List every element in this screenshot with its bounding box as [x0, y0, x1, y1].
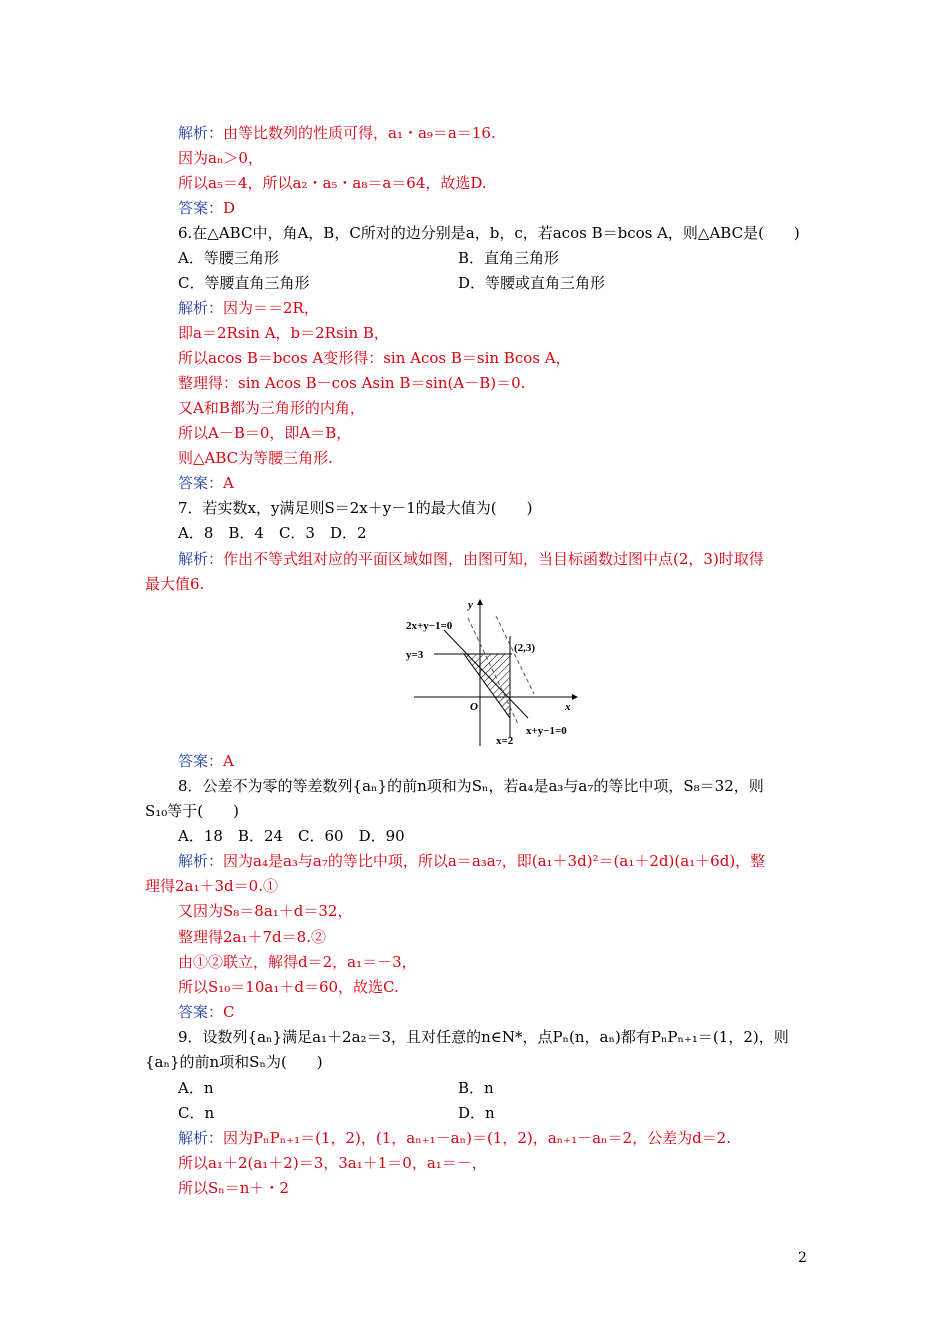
- q9-solution-line1: 解析：因为PₙPₙ₊₁＝(1，2)，(1，aₙ₊₁－aₙ)＝(1，2)，aₙ₊₁－aₙ＝2，公差为d＝2.: [178, 1129, 731, 1147]
- q6-solution-line3: 所以acos B＝bcos A变形得：sin Acos B＝sin Bcos A，: [178, 349, 571, 367]
- q8-options: A．18 B．24 C．60 D．90: [178, 827, 405, 845]
- solution-label: 解析：: [178, 550, 224, 568]
- q6-solution-line1: 解析：因为＝＝2R，: [178, 299, 319, 317]
- label-x-equals-2: x=2: [496, 735, 514, 747]
- feasible-region-graph: [400, 596, 585, 748]
- q8-solution-line6: 所以S₁₀＝10a₁＋d＝60，故选C.: [178, 978, 399, 996]
- q5-solution-line3: 所以a₅＝4，所以a₂・a₅・a₈＝a＝64，故选D.: [178, 174, 487, 192]
- page-number: 2: [798, 1250, 807, 1266]
- q8-solution-line1: 解析：因为a₄是a₃与a₇的等比中项，所以a＝a₃a₇，即(a₁＋3d)²＝(a₁＋2d)(a₁＋6d)，整: [178, 852, 766, 870]
- q9-stem-line2: {aₙ}的前n项和Sₙ为( ): [145, 1053, 323, 1071]
- q6-option-b: B．直角三角形: [458, 249, 560, 267]
- q8-answer: 答案：C: [178, 1003, 235, 1021]
- q7-answer: 答案：A: [178, 752, 234, 770]
- q9-option-b: B．n: [458, 1079, 494, 1097]
- label-origin: O: [470, 701, 478, 713]
- answer-label: 答案：: [178, 474, 224, 492]
- answer-label: 答案：: [178, 1003, 224, 1021]
- q7-options: A．8 B．4 C．3 D．2: [178, 524, 367, 542]
- answer-label: 答案：: [178, 199, 224, 217]
- answer-label: 答案：: [178, 752, 224, 770]
- q6-solution-line5: 又A和B都为三角形的内角，: [178, 399, 365, 417]
- q9-option-c: C．n: [178, 1104, 215, 1122]
- q6-solution-line2: 即a＝2Rsin A，b＝2Rsin B，: [178, 324, 389, 342]
- q6-option-d: D．等腰或直角三角形: [458, 274, 606, 292]
- q9-option-d: D．n: [458, 1104, 495, 1122]
- q6-stem: 6.在△ABC中，角A，B，C所对的边分别是a，b，c，若acos B＝bcos A，则△ABC是( ): [178, 224, 800, 242]
- solution-label: 解析：: [178, 299, 224, 317]
- solution-label: 解析：: [178, 124, 224, 142]
- q8-solution-line5: 由①②联立，解得d＝2，a₁＝－3，: [178, 953, 417, 971]
- label-y-equals-3: y=3: [406, 649, 424, 661]
- q5-solution-line2: 因为aₙ＞0，: [178, 149, 263, 167]
- q5-solution-line1: 解析：由等比数列的性质可得，a₁・a₉＝a＝16.: [178, 124, 496, 142]
- q8-stem-line1: 8．公差不为零的等差数列{aₙ}的前n项和为Sₙ，若a₄是a₃与a₇的等比中项，S₈＝32，则: [178, 777, 764, 795]
- q9-solution-line3: 所以Sₙ＝n＋・2: [178, 1179, 289, 1197]
- y-axis-arrow-icon: [477, 599, 483, 605]
- q9-option-a: A．n: [178, 1079, 214, 1097]
- q7-stem: 7．若实数x，y满足则S＝2x＋y－1的最大值为( ): [178, 499, 533, 517]
- q9-solution-line2: 所以a₁＋2(a₁＋2)＝3，3a₁＋1＝0，a₁＝－，: [178, 1154, 487, 1172]
- feasible-region-figure: [400, 596, 585, 748]
- q7-solution-line2: 最大值6.: [145, 575, 205, 593]
- solution-label: 解析：: [178, 852, 224, 870]
- label-optimal-point: (2,3): [514, 642, 536, 654]
- label-x-axis: x: [565, 701, 571, 713]
- q5-answer: 答案：D: [178, 199, 236, 217]
- solution-label: 解析：: [178, 1129, 224, 1147]
- label-objective-line: 2x+y−1=0: [406, 620, 453, 632]
- x-axis-arrow-icon: [572, 694, 578, 700]
- q6-option-c: C．等腰直角三角形: [178, 274, 310, 292]
- q8-stem-line2: S₁₀等于( ): [145, 802, 240, 820]
- q9-stem-line1: 9．设数列{aₙ}满足a₁＋2a₂＝3，且对任意的n∈N*，点Pₙ(n，aₙ)都有PₙPₙ₊₁＝(1，2)，则: [178, 1028, 789, 1046]
- q8-solution-line3: 又因为S₈＝8a₁＋d＝32，: [178, 902, 353, 920]
- q6-answer: 答案：A: [178, 474, 234, 492]
- q8-solution-line2: 理得2a₁＋3d＝0.①: [145, 877, 278, 895]
- q7-solution-line1: 解析：作出不等式组对应的平面区域如图，由图可知，当目标函数过图中点(2，3)时取得: [178, 550, 764, 568]
- q6-solution-line6: 所以A－B＝0，即A＝B，: [178, 424, 352, 442]
- q8-solution-line4: 整理得2a₁＋7d＝8.②: [178, 928, 326, 946]
- q6-solution-line7: 则△ABC为等腰三角形.: [178, 449, 333, 467]
- label-x-plus-y-minus-1: x+y−1=0: [526, 725, 567, 737]
- q6-solution-line4: 整理得：sin Acos B－cos Asin B＝sin(A－B)＝0.: [178, 374, 526, 392]
- q6-option-a: A．等腰三角形: [178, 249, 279, 267]
- label-y-axis: y: [468, 599, 473, 611]
